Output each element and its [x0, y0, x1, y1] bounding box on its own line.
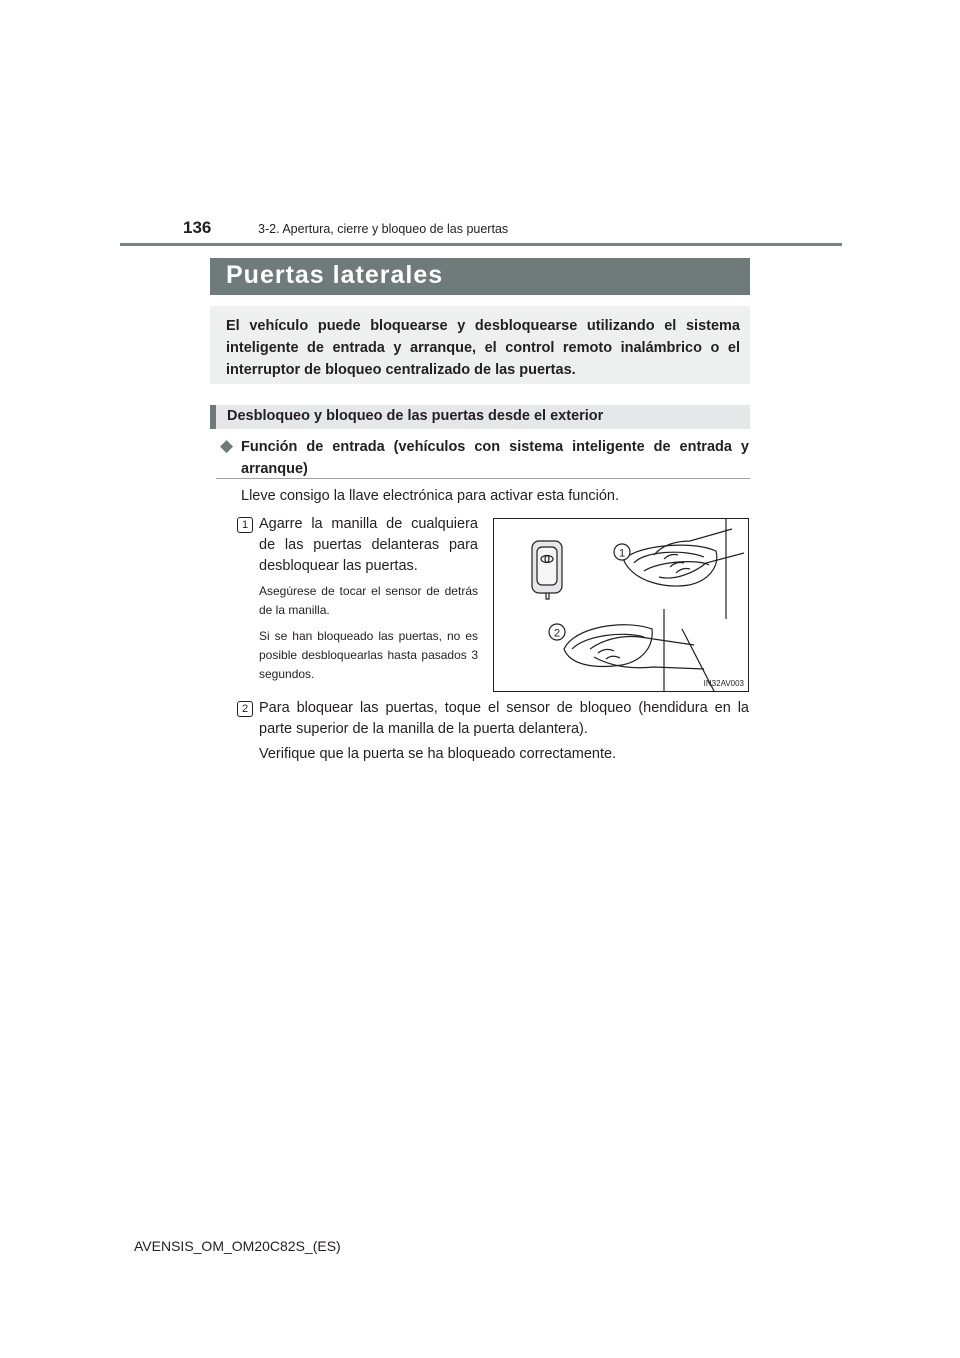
step-2-note-1: Verifique que la puerta se ha bloqueado correctamente.	[259, 746, 617, 762]
callout-2-icon	[549, 624, 565, 640]
svg-text:2: 2	[553, 627, 561, 640]
figure-code: IN32AV003	[703, 679, 744, 688]
subheading: Desbloqueo y bloqueo de las puertas desde el exterior	[227, 408, 604, 424]
diamond-bullet-icon: ◆	[220, 436, 234, 455]
intro-box	[210, 306, 750, 384]
section-label: 3-2. Apertura, cierre y bloqueo de las puertas	[258, 222, 509, 236]
page-title: Puertas laterales	[226, 261, 444, 289]
page-number: 136	[183, 218, 212, 237]
step-number-2: 2	[237, 701, 253, 717]
door-handle-drawing	[494, 519, 748, 691]
step-1-text: Agarre la manilla de cualquiera de las puertas delanteras para desbloquear las puertas.	[259, 516, 478, 574]
intro-text: El vehículo puede bloquearse y desbloquearse utilizando el sistema inteligente de entrada y arranque, el control remoto inalámbrico o el interruptor de bloqueo centralizado de las puertas.	[226, 318, 740, 378]
subheading-bar	[210, 405, 750, 429]
door-handle-illustration	[493, 518, 749, 692]
svg-text:1: 1	[618, 547, 626, 560]
step-number-1: 1	[237, 517, 253, 533]
function-intro: Lleve consigo la llave electrónica para activar esta función.	[241, 488, 620, 504]
step-2-text: Para bloquear las puertas, toque el sensor de bloqueo (hendidura en la parte superior de la manilla de la puerta delantera).	[259, 700, 749, 737]
title-bar	[210, 258, 750, 295]
document-footer: AVENSIS_OM_OM20C82S_(ES)	[134, 1238, 341, 1254]
function-divider	[216, 478, 750, 479]
step-1-note-2: Si se han bloqueado las puertas, no es posible desbloquearlas hasta pasados 3 segundos.	[259, 629, 478, 681]
door-handle-2	[564, 625, 652, 667]
header-divider	[120, 243, 842, 246]
callout-1-icon	[614, 544, 630, 560]
function-heading: Función de entrada (vehículos con sistema inteligente de entrada y arranque)	[241, 439, 749, 477]
step-1-note-1: Asegúrese de tocar el sensor de detrás de la manilla.	[259, 584, 478, 617]
